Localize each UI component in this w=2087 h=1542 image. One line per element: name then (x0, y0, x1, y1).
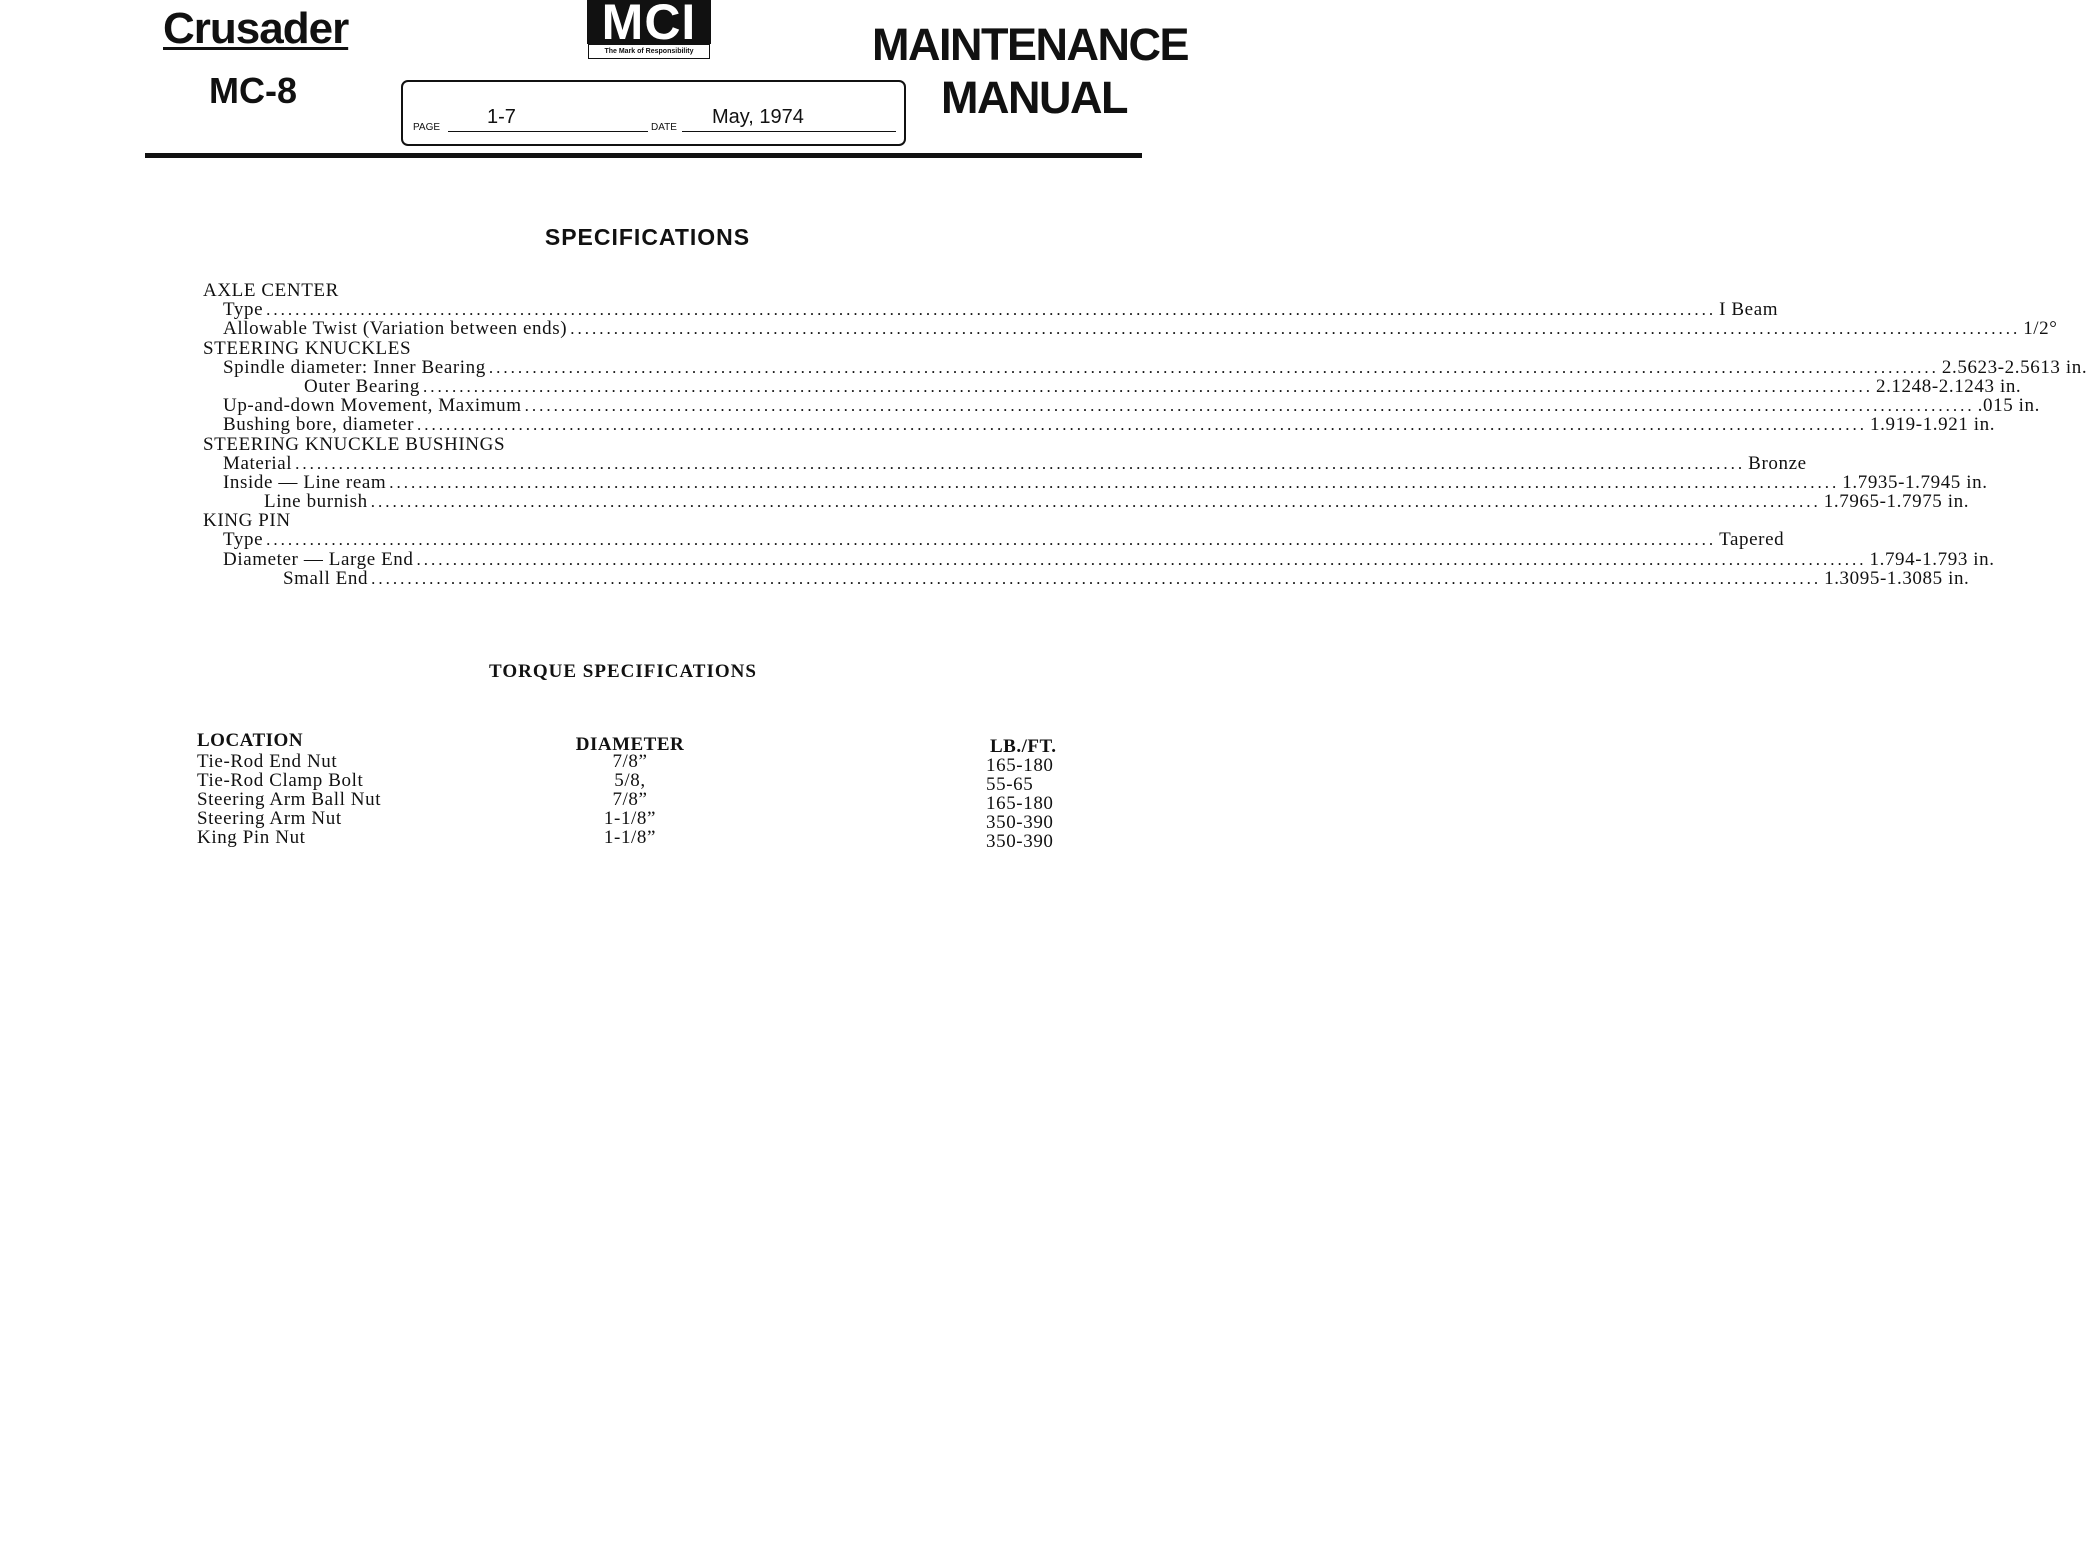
dot-leader: ........................................................................................................................................................................................................ (524, 396, 1975, 416)
dot-leader: ........................................................................................................................................................................................................ (389, 472, 1840, 492)
torque-lbft: 350-390 (986, 831, 1054, 852)
spec-section-heading (203, 435, 1071, 454)
spec-label: Type (223, 529, 264, 551)
dot-leader: ........................................................................................................................................................................................................ (417, 415, 1868, 435)
torque-diameter: 7/8” (612, 751, 648, 772)
date-value: May, 1974 (712, 106, 804, 128)
spec-value: 1.919-1.921 in. (1870, 414, 1996, 436)
torque-lbft: 350-390 (986, 812, 1054, 833)
spec-label: Bushing bore, diameter (223, 414, 415, 436)
logo-tagline: The Mark of Responsibility (588, 44, 710, 59)
dot-leader: ........................................................................................................................................................................................................ (422, 376, 1873, 396)
spec-value: 1.794-1.793 in. (1869, 548, 1995, 570)
dot-leader: ........................................................................................................................................................................................................ (570, 319, 2021, 339)
manual-title-line1: MAINTENANCE (872, 19, 1188, 70)
date-label: DATE (651, 122, 677, 133)
column-header-lbft: LB./FT. (990, 736, 1057, 757)
mci-logo (587, 0, 711, 60)
dot-leader: ........................................................................................................................................................................................................ (266, 530, 1717, 550)
manual-title-line2: MANUAL (941, 72, 1127, 123)
spec-label: Inside — Line ream (223, 471, 387, 493)
spec-section-heading (203, 511, 1071, 530)
torque-location: Steering Arm Ball Nut (197, 789, 382, 810)
spec-row (203, 318, 2058, 340)
torque-diameter: 1-1/8” (603, 827, 657, 848)
torque-lbft: 165-180 (986, 755, 1054, 776)
spec-section-heading (203, 339, 1071, 358)
spec-value: 2.5623-2.5613 in. (1941, 356, 2087, 378)
torque-location: King Pin Nut (197, 827, 306, 848)
spec-row (203, 452, 1807, 474)
torque-lbft: 165-180 (986, 793, 1054, 814)
spec-label: Spindle diameter: Inner Bearing (223, 356, 486, 378)
column-header-diameter: DIAMETER (575, 734, 685, 755)
spec-value: I Beam (1719, 299, 1779, 321)
dot-leader: ........................................................................................................................................................................................................ (295, 453, 1746, 473)
torque-diameter: 5/8, (614, 770, 646, 791)
date-underline (682, 131, 896, 132)
spec-label: Up-and-down Movement, Maximum (223, 395, 522, 417)
spec-row (203, 375, 2022, 397)
spec-value: 1.3095-1.3085 in. (1824, 567, 1970, 589)
spec-value: .015 in. (1977, 395, 2041, 417)
dot-leader: ........................................................................................................................................................................................................ (371, 568, 1822, 588)
spec-row (203, 395, 2041, 417)
model-number: MC-8 (209, 70, 297, 111)
spec-label: STEERING KNUCKLES (203, 337, 412, 359)
spec-row (203, 356, 2087, 378)
torque-heading: TORQUE SPECIFICATIONS (489, 661, 757, 682)
column-header-location: LOCATION (197, 730, 304, 751)
header-rule (145, 153, 1142, 158)
spec-row (203, 529, 1785, 551)
specifications-heading: SPECIFICATIONS (544, 224, 751, 250)
spec-row (203, 491, 1970, 513)
logo-wordmark: MCI (587, 0, 711, 44)
spec-row (203, 567, 1970, 589)
spec-value: 1.7965-1.7975 in. (1823, 491, 1970, 513)
spec-row (203, 548, 1995, 570)
torque-location: Steering Arm Nut (197, 808, 342, 829)
spec-label: AXLE CENTER (203, 280, 339, 301)
torque-diameter: 1-1/8” (603, 808, 657, 829)
spec-label: Line burnish (264, 491, 368, 513)
torque-location: Tie-Rod Clamp Bolt (197, 770, 364, 791)
dot-leader: ........................................................................................................................................................................................................ (488, 357, 1939, 377)
dot-leader: ........................................................................................................................................................................................................ (266, 300, 1717, 320)
spec-row (203, 471, 1988, 493)
torque-location: Tie-Rod End Nut (197, 751, 338, 772)
spec-label: Diameter — Large End (223, 548, 414, 570)
torque-lbft: 55-65 (986, 774, 1034, 795)
brand-name: Crusader (163, 4, 349, 53)
spec-row (203, 299, 1779, 321)
spec-value: 2.1248-2.1243 in. (1875, 375, 2022, 397)
spec-label: Small End (283, 567, 369, 589)
spec-value: Bronze (1748, 452, 1807, 474)
specifications-list (203, 280, 2087, 589)
spec-label: STEERING KNUCKLE BUSHINGS (203, 433, 506, 455)
spec-label: Outer Bearing (304, 375, 420, 397)
page-value: 1-7 (487, 106, 516, 128)
page-underline (448, 131, 648, 132)
spec-row (203, 414, 1996, 436)
dot-leader: ........................................................................................................................................................................................................ (416, 549, 1867, 569)
spec-value: 1/2° (2023, 318, 2058, 340)
spec-label: Type (223, 299, 264, 321)
spec-section-heading (203, 281, 1071, 300)
spec-value: Tapered (1719, 529, 1785, 551)
dot-leader: ........................................................................................................................................................................................................ (370, 492, 1821, 512)
page-label: PAGE (413, 122, 441, 133)
manual-title (872, 18, 1188, 124)
spec-label: KING PIN (203, 510, 291, 532)
spec-value: 1.7935-1.7945 in. (1842, 471, 1988, 493)
spec-label: Allowable Twist (Variation between ends) (223, 318, 568, 340)
torque-diameter: 7/8” (612, 789, 648, 810)
page-date-box (401, 80, 906, 146)
spec-label: Material (223, 452, 293, 474)
